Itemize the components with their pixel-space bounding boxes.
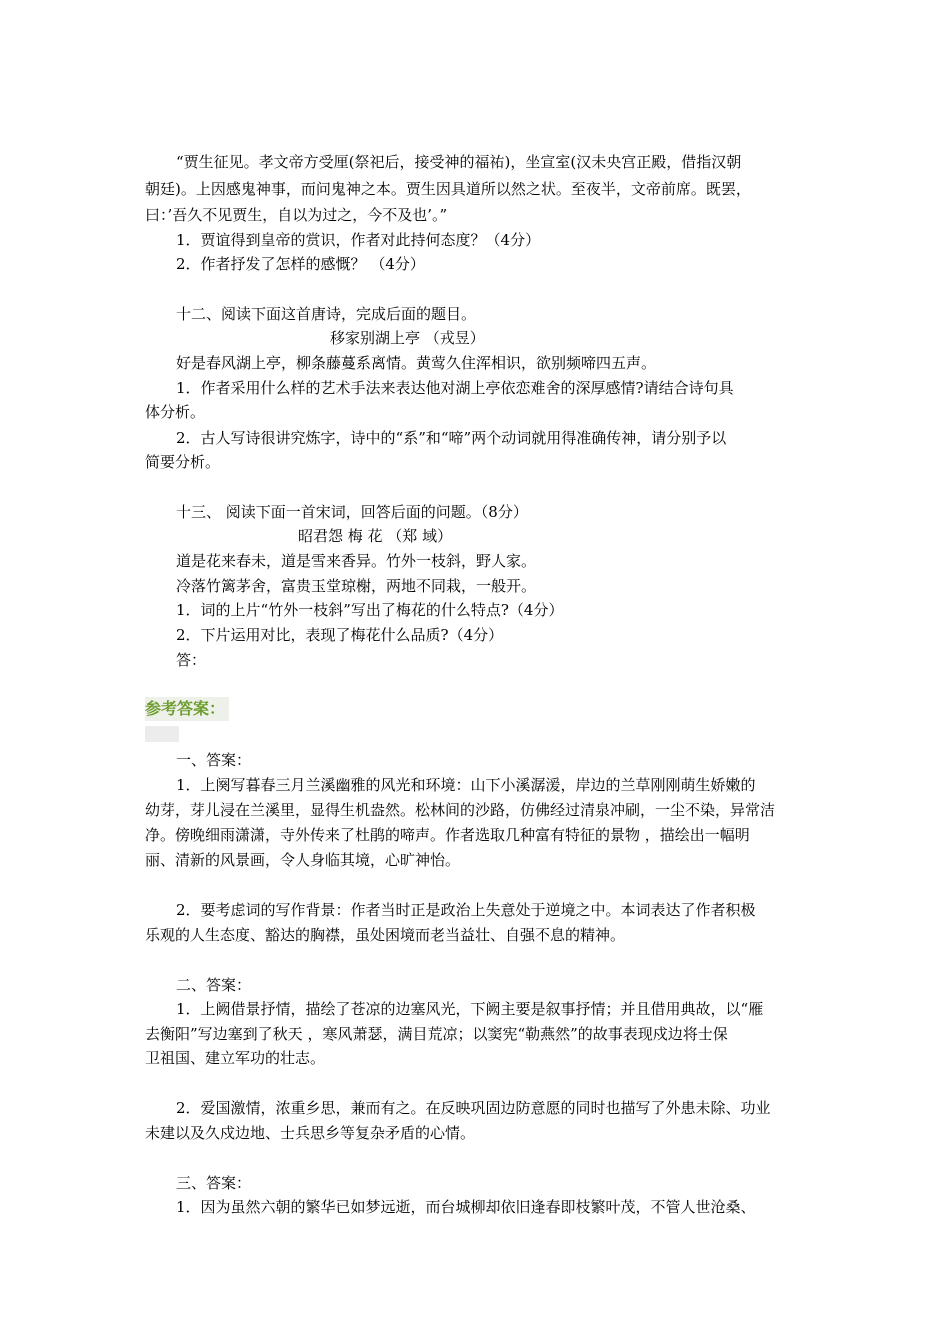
answer-line: 净。傍晚细雨潇潇，寺外传来了杜鹃的啼声。作者选取几种富有特征的景物 ，描绘出一幅明	[145, 826, 750, 844]
answer-line: 去衡阳”写边塞到了秋天 ，寒风萧瑟，满目荒凉；以窦宪“勒燕然”的故事表现戍边将士保	[145, 1025, 728, 1043]
answer-line: 未建以及久戍边地、士兵思乡等复杂矛盾的心情。	[145, 1124, 476, 1142]
question-line: 1．贾谊得到皇帝的赏识，作者对此持何态度？（4分）	[176, 231, 541, 249]
question-line: 2．作者抒发了怎样的感慨？ （4分）	[176, 255, 425, 273]
answer-section-label: 一、答案：	[176, 751, 252, 769]
poem-line: 道是花来春未，道是雪来香异。竹外一枝斜，野人家。	[176, 552, 537, 570]
answer-section-label: 三、答案：	[176, 1174, 252, 1192]
answer-line: 卫祖国、建立军功的壮志。	[145, 1049, 326, 1067]
answers-header: 参考答案：	[145, 697, 229, 721]
answer-section-label: 二、答案：	[176, 976, 252, 994]
question-line: 简要分析。	[145, 453, 221, 471]
passage-line: “贾生征见。孝文帝方受厘(祭祀后，接受神的福祐)，坐宣室(汉未央宫正殿，借指汉朝	[176, 153, 742, 171]
answer-line: 1．因为虽然六朝的繁华已如梦远逝，而台城柳却依旧逢春即枝繁叶茂，不管人世沧桑、	[176, 1198, 756, 1216]
header-shade	[145, 726, 179, 742]
question-line: 1．作者采用什么样的艺术手法来表达他对湖上亭依恋难舍的深厚感情?请结合诗句具	[176, 379, 734, 397]
answer-line: 1．上阕写暮春三月兰溪幽雅的风光和环境：山下小溪潺湲，岸边的兰草刚刚萌生娇嫩的	[176, 776, 756, 794]
answer-line: 乐观的人生态度、豁达的胸襟，虽处困境而老当益壮、自强不息的精神。	[145, 926, 626, 944]
answer-line: 2．要考虑词的写作背景：作者当时正是政治上失意处于逆境之中。本词表达了作者积极	[176, 901, 756, 919]
question-line: 体分析。	[145, 403, 206, 421]
question-line: 2．下片运用对比，表现了梅花什么品质?（4分）	[176, 626, 504, 644]
answer-line: 幼芽，芽儿浸在兰溪里，显得生机盎然。松林间的沙路，仿佛经过清泉冲刷，一尘不染，异常洁	[145, 801, 776, 819]
section-heading: 十三、 阅读下面一首宋词，回答后面的问题。（8分）	[176, 503, 528, 521]
passage-line: 朝廷)。上因感鬼神事，而问鬼神之本。贾生因具道所以然之状。至夜半，文帝前席。既罢，	[145, 180, 751, 198]
section-heading: 十二、阅读下面这首唐诗，完成后面的题目。	[176, 305, 477, 323]
question-line: 1．词的上片“竹外一枝斜”写出了梅花的什么特点?（4分）	[176, 601, 564, 619]
answer-label: 答：	[176, 651, 207, 669]
answer-line: 2．爱国激情，浓重乡思，兼而有之。在反映巩固边防意愿的同时也描写了外患未除、功业	[176, 1099, 771, 1117]
poem-title: 移家别湖上亭 （戎昱）	[330, 329, 485, 347]
poem-line: 冷落竹篱茅舍，富贵玉堂琼榭，两地不同栽，一般开。	[176, 577, 537, 595]
answer-line: 1．上阙借景抒情，描绘了苍凉的边塞风光，下阙主要是叙事抒情；并且借用典故，以“雁	[176, 1000, 764, 1018]
poem-title: 昭君怨 梅 花 （郑 域）	[298, 527, 453, 545]
passage-line: 曰：’吾久不见贾生，自以为过之，今不及也’。”	[145, 206, 448, 224]
poem-text: 好是春风湖上亭，柳条藤蔓系离情。黄莺久住浑相识，欲别频啼四五声。	[176, 354, 657, 372]
answer-line: 丽、清新的风景画，令人身临其境，心旷神怡。	[145, 851, 461, 869]
question-line: 2．古人写诗很讲究炼字，诗中的“系”和“啼”两个动词就用得准确传神，请分别予以	[176, 429, 727, 447]
